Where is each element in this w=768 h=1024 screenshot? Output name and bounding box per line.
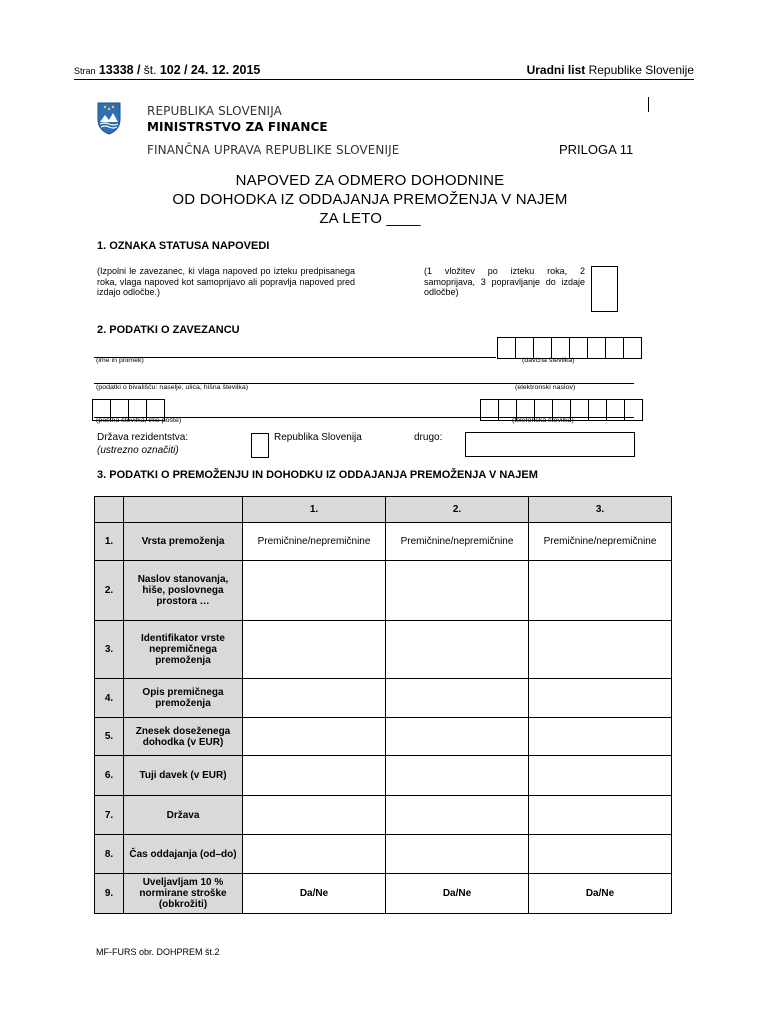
org-line-3: FINANČNA UPRAVA REPUBLIKE SLOVENIJE: [147, 143, 400, 157]
table-cell[interactable]: [386, 835, 529, 874]
stran-label: Stran: [74, 66, 96, 76]
table-row: [95, 718, 672, 756]
table-row: [95, 835, 672, 874]
table-cell[interactable]: Premičnine/nepremičnine: [386, 523, 529, 561]
form-title-line-2: OD DOHODKA IZ ODDAJANJA PREMOŽENJA V NAJEM: [172, 191, 568, 208]
name-caption: (ime in priimek): [96, 357, 144, 364]
gazette-title: Uradni list: [526, 63, 586, 77]
table-cell[interactable]: [243, 621, 386, 679]
table-cell[interactable]: Premičnine/nepremičnine: [243, 523, 386, 561]
table-cell[interactable]: [243, 796, 386, 835]
table-cell[interactable]: [529, 718, 672, 756]
org-line-2: MINISTRSTVO ZA FINANCE: [147, 120, 328, 134]
page-header-left: [74, 63, 260, 77]
separator: /: [136, 63, 141, 77]
attachment-label: PRILOGA 11: [559, 142, 634, 157]
table-row: [95, 756, 672, 796]
table-cell[interactable]: [529, 621, 672, 679]
table-cell[interactable]: [529, 679, 672, 718]
table-corner: [124, 497, 243, 523]
page-header-right: [527, 63, 694, 77]
table-cell[interactable]: [529, 756, 672, 796]
section1-note-right: (1 vložitev po izteku roka, 2 samoprijava, 3 popravljanje do izdaje odločbe): [424, 266, 585, 297]
row-number: 4.: [95, 679, 124, 718]
row-label: Opis premičnega premoženja: [124, 679, 243, 718]
row-label: Znesek doseženega dohodka (v EUR): [124, 718, 243, 756]
form-title-line-1: NAPOVED ZA ODMERO DOHODNINE: [235, 172, 505, 189]
table-cell[interactable]: [386, 621, 529, 679]
gazette-subtitle: Republike Slovenije: [588, 63, 694, 77]
table-row: [95, 679, 672, 718]
table-cell[interactable]: [386, 796, 529, 835]
table-cell[interactable]: [243, 835, 386, 874]
slovenia-coat-of-arms-icon: [96, 101, 122, 140]
row-label: Uveljavljam 10 % normirane stroške (obkrožiti): [124, 874, 243, 914]
residence-slovenia-checkbox[interactable]: [251, 433, 269, 458]
table-cell[interactable]: [243, 718, 386, 756]
table-cell[interactable]: [529, 561, 672, 621]
table-row: [95, 561, 672, 621]
yes-no-option[interactable]: Da/Ne: [529, 874, 672, 914]
residence-hint: (ustrezno označiti): [97, 445, 179, 456]
table-header-row: [95, 497, 672, 523]
row-number: 1.: [95, 523, 124, 561]
table-row: [95, 796, 672, 835]
address-caption: (podatki o bivališču: naselje, ulica, hišna številka): [96, 384, 249, 391]
table-cell[interactable]: [386, 718, 529, 756]
table-row: [95, 621, 672, 679]
property-table: [94, 496, 672, 914]
table-cell[interactable]: [386, 561, 529, 621]
header-rule: [74, 79, 694, 80]
name-field-line[interactable]: [94, 357, 496, 358]
table-cell[interactable]: [243, 561, 386, 621]
row-number: 6.: [95, 756, 124, 796]
row-number: 8.: [95, 835, 124, 874]
org-line-1: REPUBLIKA SLOVENIJA: [147, 104, 282, 118]
form-code-footer: MF-FURS obr. DOHPREM št.2: [96, 947, 220, 957]
section2-heading: 2. PODATKI O ZAVEZANCU: [97, 324, 240, 336]
row-number: 2.: [95, 561, 124, 621]
residence-slovenia-label: Republika Slovenija: [274, 432, 362, 443]
table-cell[interactable]: [529, 835, 672, 874]
column-header: 3.: [529, 497, 672, 523]
tax-number-caption: (davčna številka): [522, 357, 575, 364]
row-label: Naslov stanovanja, hiše, poslovnega prostora …: [124, 561, 243, 621]
text-cursor: [648, 97, 649, 112]
table-cell[interactable]: [243, 756, 386, 796]
yes-no-option[interactable]: Da/Ne: [243, 874, 386, 914]
page-number: 13338: [98, 63, 134, 77]
table-cell[interactable]: [529, 796, 672, 835]
table-row: [95, 523, 672, 561]
column-header: 1.: [243, 497, 386, 523]
row-label: Država: [124, 796, 243, 835]
yes-no-option[interactable]: Da/Ne: [386, 874, 529, 914]
table-row: [95, 874, 672, 914]
tax-number-field[interactable]: [498, 337, 642, 359]
row-label: Identifikator vrste nepremičnega premoženja: [124, 621, 243, 679]
table-cell[interactable]: [386, 679, 529, 718]
form-title-line-3: ZA LETO ____: [319, 210, 421, 227]
row-number: 7.: [95, 796, 124, 835]
residence-label: Država rezidentstva:: [97, 432, 189, 443]
column-header: 2.: [386, 497, 529, 523]
st-label: št.: [143, 63, 157, 77]
issue-number: 102: [159, 63, 181, 77]
row-number: 3.: [95, 621, 124, 679]
table-cell[interactable]: [243, 679, 386, 718]
residence-other-label: drugo:: [414, 432, 443, 443]
row-label: Vrsta premoženja: [124, 523, 243, 561]
section3-heading: 3. PODATKI O PREMOŽENJU IN DOHODKU IZ ODDAJANJA PREMOŽENJA V NAJEM: [97, 469, 538, 481]
row-number: 9.: [95, 874, 124, 914]
residence-other-field[interactable]: [465, 432, 635, 457]
section1-heading: 1. OZNAKA STATUSA NAPOVEDI: [97, 240, 270, 252]
post-caption: (poštna številka, ime pošte): [96, 417, 182, 424]
separator: /: [184, 63, 188, 77]
table-cell[interactable]: [386, 756, 529, 796]
row-number: 5.: [95, 718, 124, 756]
table-cell[interactable]: Premičnine/nepremičnine: [529, 523, 672, 561]
section1-note-left: (Izpolni le zavezanec, ki vlaga napoved po izteku predpisanega roka, vlaga napoved kot samoprijavo ali popravlja napoved pred izdajo odločbe.): [97, 266, 355, 297]
table-corner: [95, 497, 124, 523]
status-code-field[interactable]: [591, 266, 618, 312]
email-caption: (elektronski naslov): [515, 384, 576, 391]
issue-date: 24. 12. 2015: [190, 63, 261, 77]
phone-caption: (telefonska številka): [512, 417, 574, 424]
row-label: Tuji davek (v EUR): [124, 756, 243, 796]
row-label: Čas oddajanja (od–do): [124, 835, 243, 874]
